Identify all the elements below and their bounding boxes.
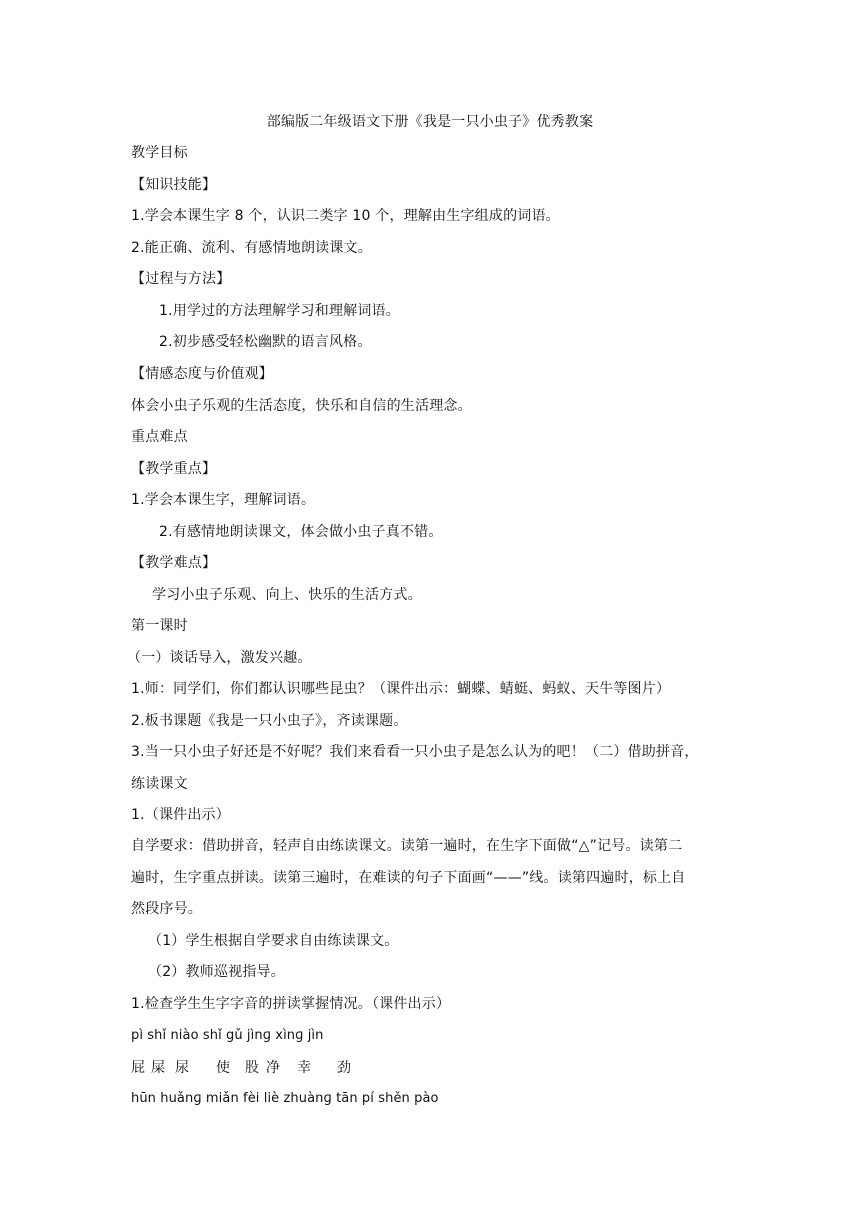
hanzi-char: 尿 (175, 1060, 190, 1076)
paragraph: （1）学生根据自学要求自由练读课文。 (148, 933, 399, 949)
hanzi-char: 屎 (151, 1060, 166, 1076)
paragraph: 1.学会本课生字 8 个，认识二类字 10 个，理解由生字组成的词语。 (131, 208, 560, 224)
hanzi-char: 股 (245, 1060, 260, 1076)
paragraph: 遍时，生字重点拼读。读第三遍时，在难读的句子下面画“——”线。读第四遍时，标上自 (131, 870, 686, 886)
paragraph: 1.检查学生生字字音的拼读掌握情况。（课件出示） (131, 996, 451, 1012)
paragraph: 2.初步感受轻松幽默的语言风格。 (159, 334, 372, 350)
hanzi-row (131, 1058, 431, 1078)
paragraph: 学习小虫子乐观、向上、快乐的生活方式。 (152, 587, 422, 603)
document-title: 部编版二年级语文下册《我是一只小虫子》优秀教案 (266, 114, 594, 130)
paragraph: 2.能正确、流利、有感情地朗读课文。 (131, 240, 372, 256)
hanzi-char: 幸 (297, 1060, 312, 1076)
paragraph: 体会小虫子乐观的生活态度，快乐和自信的生活理念。 (131, 398, 472, 414)
paragraph: 3.当一只小虫子好还是不好呢？我们来看看一只小虫子是怎么认为的吧！（二）借助拼音， (131, 744, 699, 760)
hanzi-char: 劲 (337, 1060, 352, 1076)
heading-first-lesson: 第一课时 (131, 618, 188, 634)
paragraph: 2.有感情地朗读课文，体会做小虫子真不错。 (159, 524, 443, 540)
heading-knowledge-skills: 【知识技能】 (131, 177, 217, 193)
hanzi-char: 屁 (131, 1060, 146, 1076)
paragraph: 1.学会本课生字，理解词语。 (131, 492, 316, 508)
hanzi-char: 净 (266, 1060, 281, 1076)
heading-key-difficult: 重点难点 (131, 429, 188, 445)
pinyin-row: hūn huǎnɡ miǎn fèi liè zhuànɡ tān pí shěn pào (131, 1091, 439, 1106)
paragraph: （2）教师巡视指导。 (148, 964, 285, 980)
pinyin-row: pì shǐ niào shǐ gǔ jìnɡ xìnɡ jìn (131, 1028, 324, 1043)
heading-teaching-goals: 教学目标 (131, 145, 188, 161)
hanzi-char: 使 (216, 1060, 231, 1076)
paragraph: 1.（课件出示） (131, 807, 230, 823)
heading-attitude-values: 【情感态度与价值观】 (131, 366, 273, 382)
paragraph: 自学要求：借助拼音，轻声自由练读课文。读第一遍时，在生字下面做“△”记号。读第二 (131, 838, 683, 854)
paragraph: 1.师：同学们，你们都认识哪些昆虫？（课件出示：蝴蝶、蜻蜓、蚂蚁、天牛等图片） (131, 681, 671, 697)
heading-process-method: 【过程与方法】 (131, 271, 231, 287)
paragraph: 练读课文 (131, 776, 188, 792)
paragraph: 1.用学过的方法理解学习和理解词语。 (159, 303, 400, 319)
heading-key-points: 【教学重点】 (131, 461, 217, 477)
heading-difficult-points: 【教学难点】 (131, 555, 217, 571)
section-heading: （一）谈话导入，激发兴趣。 (127, 650, 312, 666)
paragraph: 然段序号。 (131, 901, 202, 917)
paragraph: 2.板书课题《我是一只小虫子》，齐读课题。 (131, 713, 408, 729)
